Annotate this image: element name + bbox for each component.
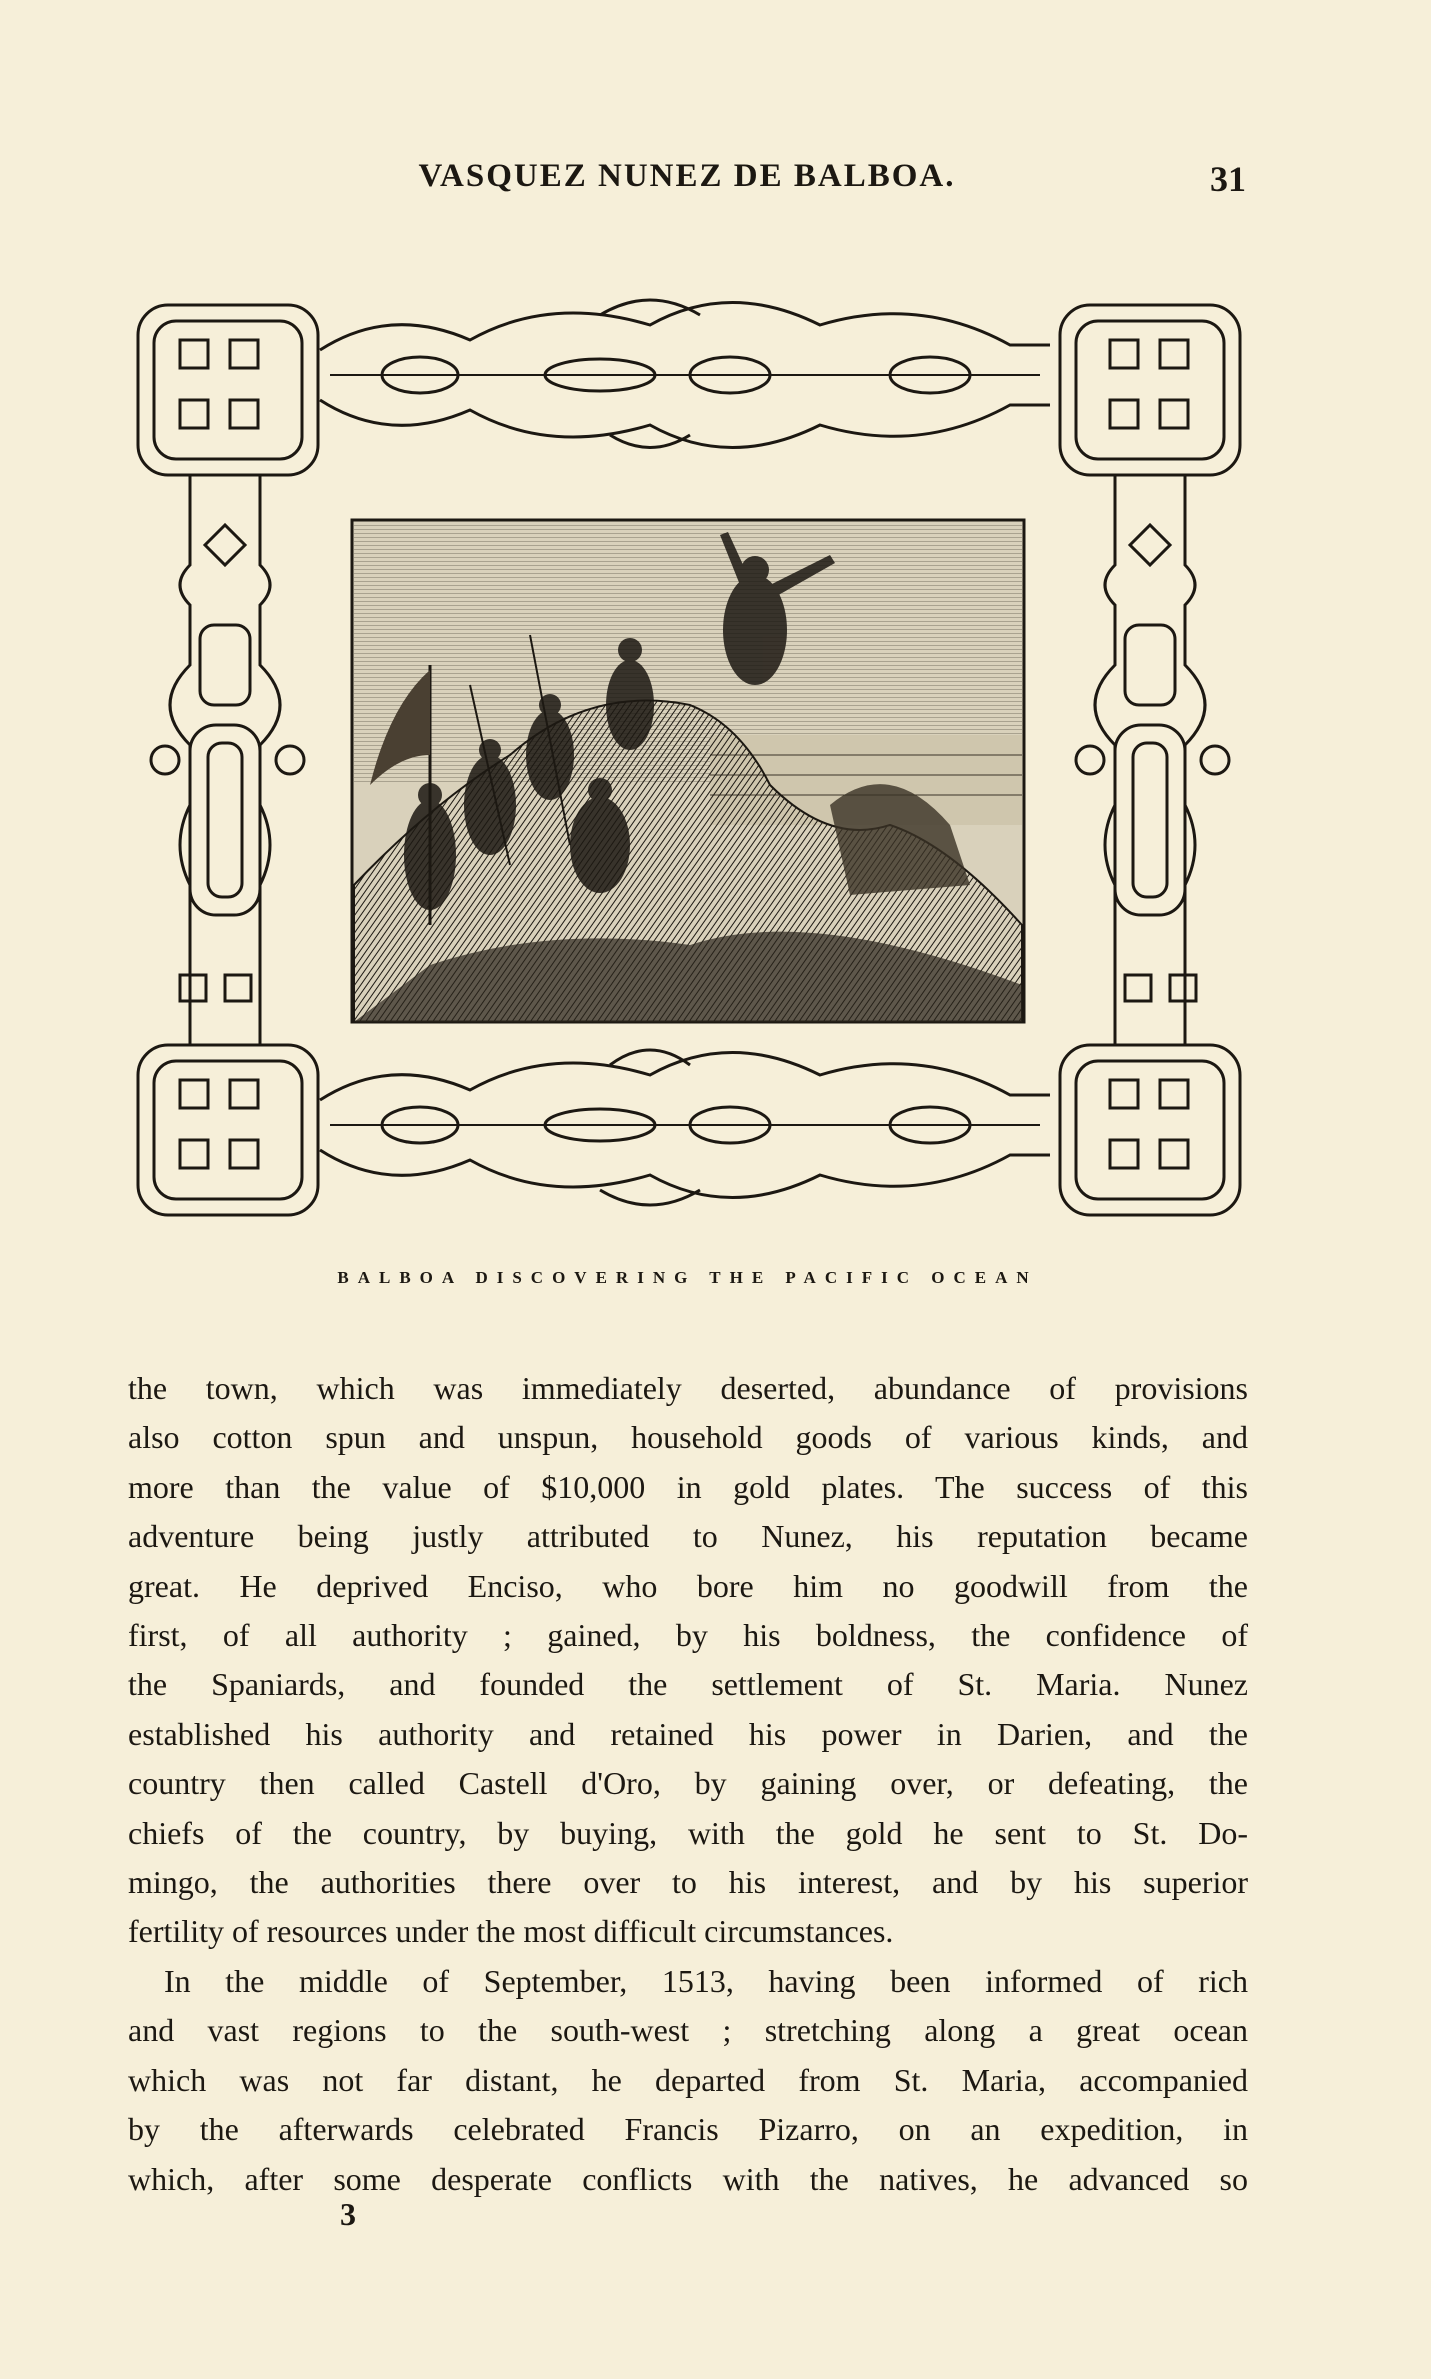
running-head: VASQUEZ NUNEZ DE BALBOA. <box>418 158 956 194</box>
text-line: chiefs of the country, by buying, with the gold he sent to St. Do- <box>128 1814 1248 1851</box>
paragraph <box>128 1364 1248 1957</box>
engraving-illustration <box>130 285 1245 1235</box>
signature-mark: 3 <box>340 2196 356 2232</box>
text-line: which, after some desperate conflicts with the natives, he advanced so <box>128 2160 1248 2197</box>
text-line: more than the value of $10,000 in gold plates. The success of this <box>128 1468 1248 1505</box>
paragraph <box>128 1957 1248 2204</box>
text-line: country then called Castell d'Oro, by gaining over, or defeating, the <box>128 1765 1248 1802</box>
text-line: established his authority and retained his power in Darien, and the <box>128 1715 1248 1752</box>
text-line: which was not far distant, he departed from St. Maria, accompanied <box>128 2061 1248 2098</box>
text-line: adventure being justly attributed to Nunez, his reputation became <box>128 1518 1248 1555</box>
text-line: by the afterwards celebrated Francis Pizarro, on an expedition, in <box>128 2111 1248 2148</box>
engraving-scene <box>352 520 1024 1022</box>
text-line: great. He deprived Enciso, who bore him no goodwill from the <box>128 1567 1248 1604</box>
text-line: fertility of resources under the most difficult circumstances. <box>128 1913 894 1950</box>
text-line: mingo, the authorities there over to his interest, and by his superior <box>128 1864 1248 1901</box>
text-line: the town, which was immediately deserted, abundance of provisions <box>128 1370 1248 1406</box>
text-line: In the middle of September, 1513, having been informed of rich <box>164 1962 1248 1999</box>
engraving-plate <box>130 285 1245 1235</box>
page-number: 31 <box>1210 159 1246 199</box>
text-line: also cotton spun and unspun, household goods of various kinds, and <box>128 1419 1248 1456</box>
text-line: and vast regions to the south-west ; stretching along a great ocean <box>128 2012 1248 2049</box>
page-header <box>128 158 1246 208</box>
illustration-caption: BALBOA DISCOVERING THE PACIFIC OCEAN <box>337 1268 1038 1287</box>
body-text <box>128 1364 1248 2204</box>
text-line: the Spaniards, and founded the settlement of St. Maria. Nunez <box>128 1666 1248 1703</box>
text-line: first, of all authority ; gained, by his boldness, the confidence of <box>128 1617 1248 1654</box>
